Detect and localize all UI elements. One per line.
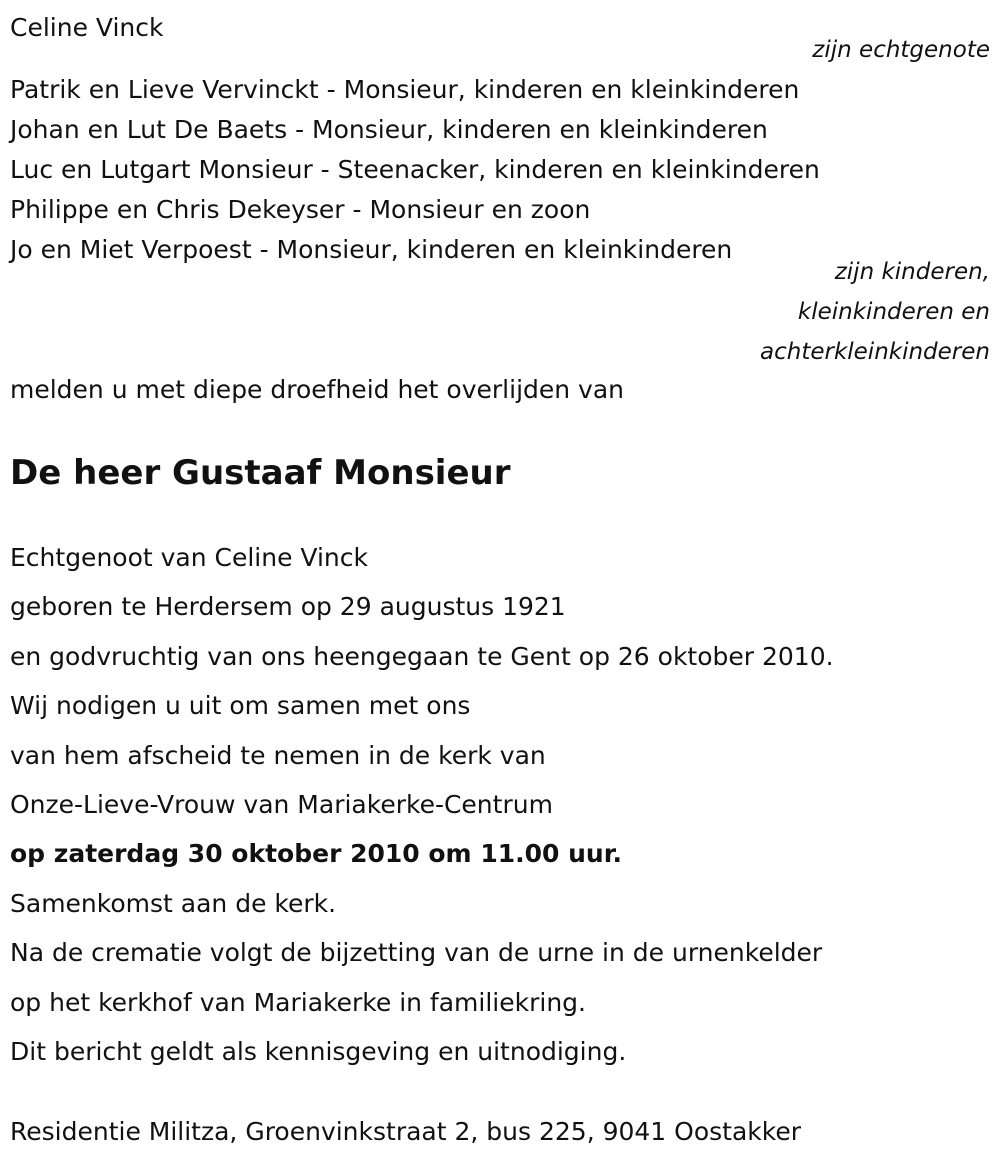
children-role-line: achterkleinkinderen bbox=[760, 339, 990, 365]
notice-body bbox=[10, 533, 990, 1076]
body-line: geboren te Herdersem op 29 augustus 1921 bbox=[10, 592, 566, 622]
spouse-name: Celine Vinck bbox=[10, 13, 164, 42]
child-family-line: Patrik en Lieve Vervinckt - Monsieur, kinderen en kleinkinderen bbox=[10, 75, 800, 104]
announcement-text: melden u met diepe droefheid het overlijden van bbox=[10, 375, 625, 404]
body-line: op het kerkhof van Mariakerke in familiekring. bbox=[10, 987, 586, 1017]
child-family-line: Johan en Lut De Baets - Monsieur, kinderen en kleinkinderen bbox=[10, 115, 768, 144]
body-line: van hem afscheid te nemen in de kerk van bbox=[10, 740, 546, 770]
children-role-line: zijn kinderen, bbox=[834, 259, 990, 285]
address: Residentie Militza, Groenvinkstraat 2, bus 225, 9041 Oostakker bbox=[10, 1117, 802, 1147]
spouse-section bbox=[10, 0, 990, 70]
body-line: Dit bericht geldt als kennisgeving en uitnodiging. bbox=[10, 1037, 627, 1067]
body-line: Echtgenoot van Celine Vinck bbox=[10, 543, 368, 572]
child-family-line: Luc en Lutgart Monsieur - Steenacker, kinderen en kleinkinderen bbox=[10, 155, 820, 184]
children-role-line: kleinkinderen en bbox=[797, 299, 990, 325]
ceremony-datetime: op zaterdag 30 oktober 2010 om 11.00 uur. bbox=[10, 839, 622, 869]
child-family-line: Philippe en Chris Dekeyser - Monsieur en zoon bbox=[10, 195, 591, 224]
body-line: Onze-Lieve-Vrouw van Mariakerke-Centrum bbox=[10, 790, 553, 820]
body-line: Samenkomst aan de kerk. bbox=[10, 888, 337, 918]
body-line: Na de crematie volgt de bijzetting van de urne in de urnenkelder bbox=[10, 938, 823, 968]
deceased-name: De heer Gustaaf Monsieur bbox=[10, 453, 511, 493]
spouse-role: zijn echtgenote bbox=[812, 37, 990, 63]
children-section bbox=[10, 70, 990, 404]
obituary-notice bbox=[10, 0, 990, 1152]
child-family-line: Jo en Miet Verpoest - Monsieur, kinderen en kleinkinderen bbox=[10, 235, 733, 264]
body-line: en godvruchtig van ons heengegaan te Gent op 26 oktober 2010. bbox=[10, 641, 834, 671]
body-line: Wij nodigen u uit om samen met ons bbox=[10, 691, 471, 721]
